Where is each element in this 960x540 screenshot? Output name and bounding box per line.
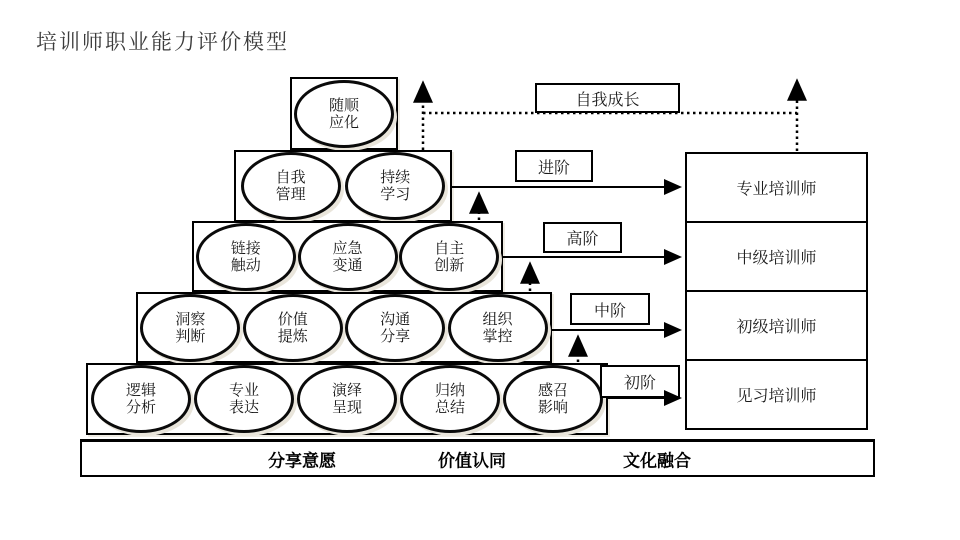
pyramid-level-2 (234, 150, 452, 222)
trainer-rank-intermediate (685, 221, 868, 292)
stage-label-text: 中阶 (593, 302, 626, 320)
stage-label-text: 高阶 (566, 231, 599, 248)
competency-ellipse (345, 294, 445, 362)
stage-label-high (543, 222, 622, 253)
pyramid-level-1 (290, 77, 398, 150)
competency-label-line: 学习 (380, 186, 411, 203)
stage-label-self-growth (535, 83, 680, 113)
competency-ellipse (194, 365, 294, 433)
foundation-bar (80, 439, 875, 477)
competency-ellipse (345, 152, 445, 220)
trainer-rank-label: 中级培训师 (736, 250, 817, 267)
trainer-rank-stack (685, 152, 864, 430)
stage-label-text: 自我成长 (575, 91, 640, 109)
competency-label-line: 管理 (275, 186, 306, 203)
competency-ellipse (297, 365, 397, 433)
trainer-rank-label: 见习培训师 (736, 388, 817, 405)
competency-ellipse (140, 294, 240, 362)
foundation-item: 价值认同 (438, 451, 506, 470)
competency-ellipse (503, 365, 603, 433)
competency-label-line: 洞察 (175, 310, 206, 328)
competency-label-line: 持续 (380, 169, 411, 186)
competency-label-line: 表达 (228, 399, 259, 416)
competency-label-line: 组织 (482, 310, 513, 328)
foundation-item: 文化融合 (623, 451, 691, 470)
competency-ellipse (91, 365, 191, 433)
trainer-rank-trainee (685, 359, 868, 430)
pyramid-level-3 (192, 221, 503, 292)
competency-label-line: 链接 (230, 239, 261, 257)
competency-label-line: 价值 (277, 310, 308, 328)
stage-label-primary (600, 365, 680, 398)
competency-ellipse (298, 223, 398, 291)
competency-ellipse (399, 223, 499, 291)
stage-label-text: 初阶 (623, 375, 656, 392)
competency-label-line: 变通 (332, 256, 363, 274)
competency-label-line: 专业 (228, 382, 259, 399)
competency-label-line: 掌控 (482, 327, 513, 345)
foundation-item: 分享意愿 (268, 451, 336, 470)
competency-label-line: 提炼 (277, 327, 308, 345)
competency-label-line: 呈现 (331, 399, 362, 416)
competency-label-line: 触动 (230, 256, 261, 274)
competency-label-line: 归纳 (434, 382, 465, 399)
competency-label-line: 分享 (380, 327, 411, 345)
competency-label-line: 分析 (125, 399, 156, 416)
competency-label-line: 感召 (537, 382, 568, 399)
competency-ellipse (400, 365, 500, 433)
trainer-rank-professional (685, 152, 868, 223)
competency-label-line: 自主 (434, 239, 465, 257)
competency-label-line: 随顺 (328, 96, 359, 114)
pyramid-level-4 (136, 292, 552, 363)
competency-label-line: 影响 (537, 399, 568, 416)
trainer-rank-label: 初级培训师 (736, 319, 817, 336)
pyramid-level-5 (86, 363, 608, 435)
competency-ellipse (196, 223, 296, 291)
slide-title: 培训师职业能力评价模型 (36, 31, 289, 54)
competency-label-line: 判断 (175, 327, 206, 345)
competency-label-line: 演绎 (331, 382, 362, 399)
competency-label-line: 总结 (434, 399, 465, 416)
competency-ellipse (243, 294, 343, 362)
stage-label-advanced (515, 150, 593, 182)
competency-label-line: 逻辑 (125, 382, 156, 399)
competency-label-line: 应急 (332, 239, 363, 257)
competency-ellipse (448, 294, 548, 362)
competency-label-line: 自我 (275, 169, 306, 186)
stage-label-text: 进阶 (537, 159, 570, 177)
competency-label-line: 创新 (434, 256, 465, 274)
competency-label-line: 应化 (328, 113, 359, 131)
competency-ellipse (241, 152, 341, 220)
competency-ellipse (294, 80, 394, 148)
trainer-rank-label: 专业培训师 (736, 181, 817, 198)
competency-label-line: 沟通 (380, 310, 411, 328)
stage-label-middle (570, 293, 650, 325)
trainer-rank-junior (685, 290, 868, 361)
